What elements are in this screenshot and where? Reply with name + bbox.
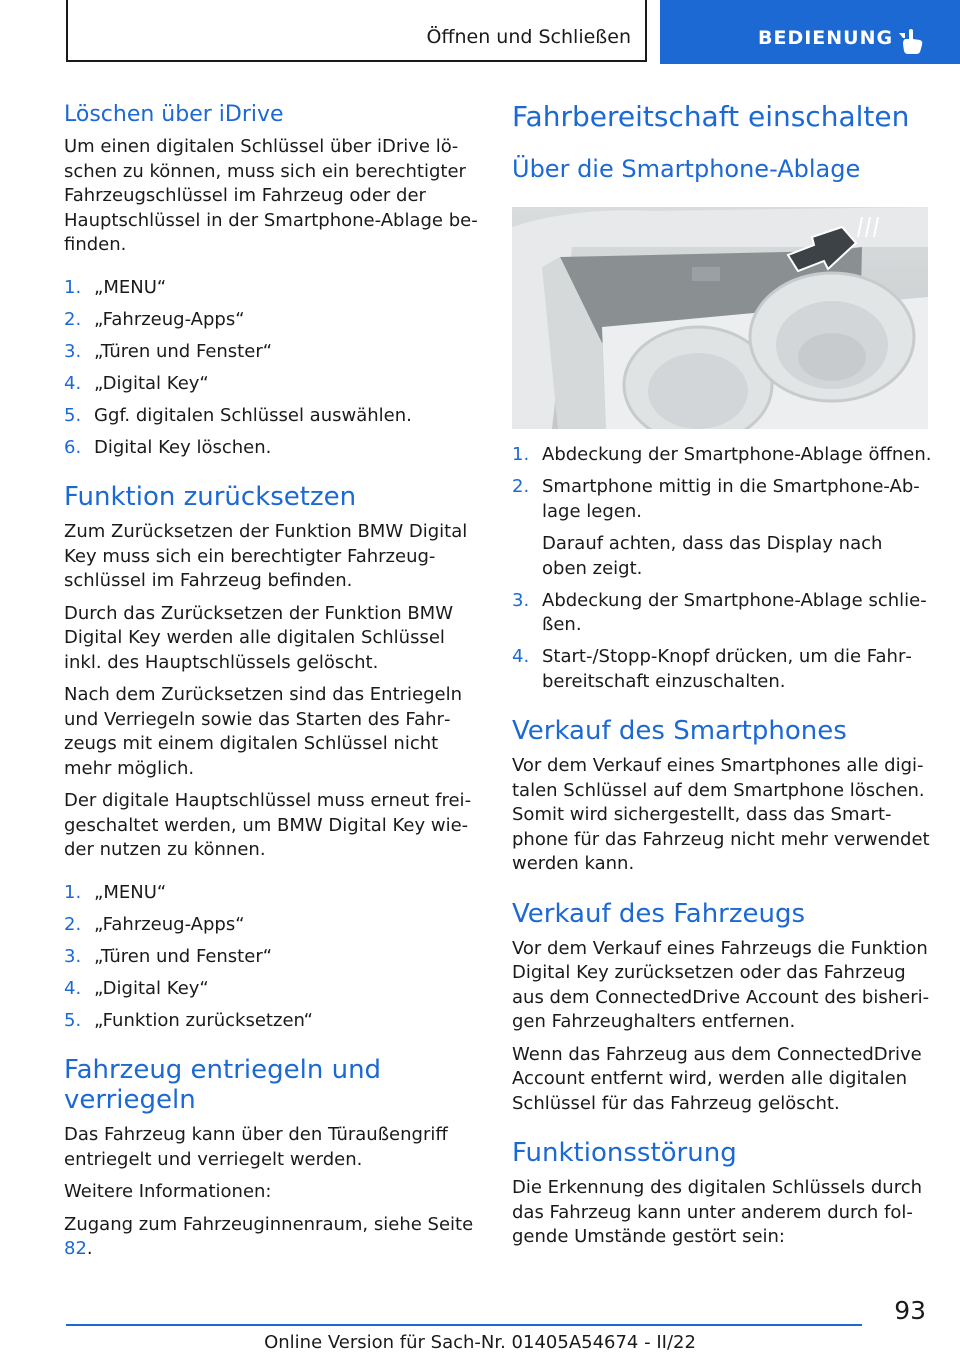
header-chapter-tab xyxy=(660,0,960,64)
heading-unlock-lock: Fahrzeug entriegeln und verriegeln xyxy=(64,1055,382,1115)
heading-delete-idrive: Löschen über iDrive xyxy=(64,102,284,127)
heading-sell-smartphone: Verkauf des Smartphones xyxy=(512,716,847,746)
heading-sell-vehicle: Verkauf des Fahrzeugs xyxy=(512,898,806,929)
header-section-title: Öffnen und Schließen xyxy=(426,26,631,48)
list-item: 1. „MENU“ xyxy=(64,276,167,298)
list-item: 4. „Digital Key“ xyxy=(64,977,209,999)
reset-steps-list xyxy=(64,881,480,1034)
list-item: 5. „Funktion zurücksetzen“ xyxy=(64,1009,313,1031)
list-item: 5. Ggf. digitalen Schlüssel auswählen. xyxy=(64,404,412,426)
paragraph: Zum Zurücksetzen der Funktion BMW Digital Key muss sich ein berechtigter Fahrzeugschlüssel im Fahrzeug befinden. xyxy=(64,521,468,591)
list-item: 2. „Fahrzeug-Apps“ xyxy=(64,913,245,935)
header-chapter-title: BEDIENUNG xyxy=(758,27,894,49)
list-item: 3. Abdeckung der Smartphone-Ablage schließen. xyxy=(512,589,927,635)
paragraph: Vor dem Verkauf eines Fahrzeugs die Funktion Digital Key zurücksetzen oder das Fahrzeug aus dem ConnectedDrive Account des bisherigen Fahrzeughalters entfernen. xyxy=(512,937,930,1032)
paragraph: Das Fahrzeug kann über den Türaußengriff entriegelt und verriegelt werden. xyxy=(64,1124,448,1170)
paragraph: Um einen digitalen Schlüssel über iDrive löschen zu können, muss sich ein berechtigter Fahrzeugschlüssel im Fahrzeug oder der Hauptschlüssel in der Smartphone-Ablage befinden. xyxy=(64,136,478,255)
list-item: 4. „Digital Key“ xyxy=(64,372,209,394)
page-reference-link[interactable]: 82 xyxy=(64,1238,87,1259)
list-item: 3. „Türen und Fenster“ xyxy=(64,340,273,362)
paragraph: Wenn das Fahrzeug aus dem ConnectedDrive Account entfernt wird, werden alle digitalen Schlüssel für das Fahrzeug gelöscht. xyxy=(512,1043,922,1114)
right-column xyxy=(512,100,932,1258)
list-item: 3. „Türen und Fenster“ xyxy=(64,945,273,967)
heading-smartphone-tray: Über die Smartphone-Ablage xyxy=(512,155,861,183)
ready-steps-list xyxy=(512,443,932,694)
footer-text: Online Version für Sach-Nr. 01405A54674 - II/22 xyxy=(264,1332,696,1353)
delete-steps-list xyxy=(64,276,480,461)
list-item: 1. Abdeckung der Smartphone-Ablage öffnen. xyxy=(512,444,932,465)
list-item: 1. „MENU“ xyxy=(64,881,167,903)
list-item: 2. „Fahrzeug-Apps“ xyxy=(64,308,245,330)
left-column xyxy=(64,100,480,1270)
header-section-box xyxy=(66,0,647,62)
paragraph: Durch das Zurücksetzen der Funktion BMW Digital Key werden alle digitalen Schlüssel inkl. des Hauptschlüssels gelöscht. xyxy=(64,602,453,673)
paragraph: Vor dem Verkauf eines Smartphones alle digitalen Schlüssel auf dem Smartphone löschen. Somit wird sichergestellt, dass das Smartphone für das Fahrzeug nicht mehr verwendet werden kann. xyxy=(512,755,930,874)
heading-drive-ready: Fahrbereitschaft einschalten xyxy=(512,100,910,133)
heading-reset-function: Funktion zurücksetzen xyxy=(64,482,357,512)
paragraph: Nach dem Zurücksetzen sind das Entriegeln und Verriegeln sowie das Starten des Fahrzeugs mit einem digitalen Schlüssel nicht mehr möglich. xyxy=(64,684,463,779)
smartphone-tray-photo xyxy=(512,207,928,429)
paragraph: Weitere Informationen: xyxy=(64,1181,272,1202)
paragraph: Der digitale Hauptschlüssel muss erneut freigeschaltet werden, um BMW Digital Key wieder nutzen zu können. xyxy=(64,790,472,860)
paragraph: Die Erkennung des digitalen Schlüssels durch das Fahrzeug kann unter anderem durch folgende Umstände gestört sein: xyxy=(512,1177,923,1247)
pointing-hand-icon xyxy=(896,27,926,55)
heading-malfunction: Funktionsstörung xyxy=(512,1138,737,1168)
page-number: 93 xyxy=(894,1296,926,1325)
list-item: 2. Smartphone mittig in die Smartphone-Ablage legen. Darauf achten, dass das Display nach oben zeigt. xyxy=(512,476,920,579)
footer-divider xyxy=(66,1324,862,1326)
paragraph: Zugang zum Fahrzeuginnenraum, siehe Seite 82. xyxy=(64,1213,474,1259)
list-item: 4. Start-/Stopp-Knopf drücken, um die Fahrbereitschaft einzuschalten. xyxy=(512,646,912,692)
list-item: 6. Digital Key löschen. xyxy=(64,436,272,458)
